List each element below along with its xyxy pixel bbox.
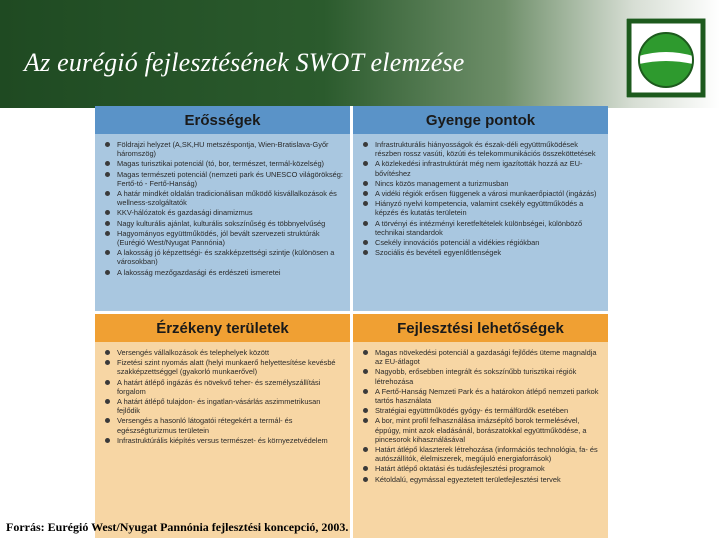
list-item-text: Versengés a hasonló látogatói rétegekért a termál- és egészségturizmus területein bbox=[117, 416, 293, 435]
list-item bbox=[103, 436, 344, 445]
bullet-icon bbox=[363, 142, 368, 147]
list-item bbox=[361, 445, 602, 463]
list-item-text: Nincs közös management a turizmusban bbox=[375, 178, 509, 188]
list-item bbox=[361, 179, 602, 188]
opportunities-list bbox=[361, 348, 602, 484]
list-item-text: A bor, mint profil felhasználása imázsépítő borok termelésével, éppúgy, mint azok eladásánál, borászatokkal együttműködése, a pincesorok kihasználásával bbox=[375, 416, 587, 444]
list-item-text: A határ mindkét oldalán tradicionálisan működő kisvállalkozások és wellness-szolgáltatók bbox=[117, 189, 337, 208]
strengths-body bbox=[95, 134, 350, 311]
bullet-icon bbox=[105, 438, 110, 443]
bullet-icon bbox=[105, 231, 110, 236]
bullet-icon bbox=[363, 389, 368, 394]
list-item-text: A határt átlépő ingázás és növekvő teher- és személyszállítási forgalom bbox=[117, 377, 321, 396]
list-item bbox=[361, 387, 602, 405]
list-item-text: Határt átlépő klaszterek létrehozása (információs technológia, fa- és autószállítók, élelmiszerek, megújuló energiaforrások) bbox=[375, 445, 598, 464]
bullet-icon bbox=[105, 350, 110, 355]
list-item-text: Versengés vállalkozások és telephelyek között bbox=[117, 348, 270, 357]
list-item bbox=[361, 248, 602, 257]
list-item bbox=[361, 464, 602, 473]
list-item bbox=[361, 367, 602, 385]
opportunities-body bbox=[353, 342, 608, 538]
list-item bbox=[361, 199, 602, 217]
list-item bbox=[103, 219, 344, 228]
list-item bbox=[103, 170, 344, 188]
list-item-text: A vidéki régiók erősen függenek a városi munkaerőpiactól (ingázás) bbox=[375, 189, 597, 199]
bullet-icon bbox=[105, 380, 110, 385]
list-item bbox=[361, 189, 602, 198]
list-item bbox=[361, 159, 602, 177]
list-item bbox=[361, 140, 602, 158]
list-item bbox=[361, 416, 602, 444]
threats-quadrant bbox=[95, 314, 350, 538]
list-item-text: A közlekedési infrastruktúrát még nem igazították hozzá az EU-bővítéshez bbox=[375, 159, 583, 178]
list-item-text: A lakosság jó képzettségi- és szakképzettségi szintje (különösen a városokban) bbox=[117, 248, 335, 267]
list-item-text: Csekély innovációs potenciál a vidékies régiókban bbox=[375, 238, 540, 248]
weaknesses-body bbox=[353, 134, 608, 311]
list-item bbox=[103, 159, 344, 168]
weaknesses-heading: Gyenge pontok bbox=[353, 106, 608, 134]
list-item bbox=[103, 248, 344, 266]
swot-matrix bbox=[95, 106, 608, 536]
bullet-icon bbox=[363, 250, 368, 255]
list-item bbox=[103, 348, 344, 357]
bullet-icon bbox=[363, 369, 368, 374]
list-item-text: Stratégiai együttműködés gyógy- és termálfürdők esetében bbox=[375, 406, 569, 416]
bullet-icon bbox=[363, 408, 368, 413]
list-item bbox=[361, 348, 602, 366]
list-item-text: Szociális és bevételi egyenlőtlenségek bbox=[375, 248, 502, 258]
strengths-quadrant bbox=[95, 106, 350, 311]
bullet-icon bbox=[105, 399, 110, 404]
list-item bbox=[103, 140, 344, 158]
bullet-icon bbox=[105, 210, 110, 215]
strengths-list bbox=[103, 140, 344, 277]
bullet-icon bbox=[363, 181, 368, 186]
bullet-icon bbox=[105, 221, 110, 226]
list-item bbox=[103, 378, 344, 396]
list-item-text: Magas növekedési potenciál a gazdasági fejlődés üteme magnaldja az EU-átlagot bbox=[375, 348, 597, 367]
slide-title: Az eurégió fejlesztésének SWOT elemzése bbox=[24, 48, 465, 77]
bullet-icon bbox=[363, 447, 368, 452]
list-item-text: Határt átlépő oktatási és tudásfejlesztési programok bbox=[375, 464, 545, 474]
list-item bbox=[103, 358, 344, 376]
list-item-text: KKV-hálózatok és gazdasági dinamizmus bbox=[117, 208, 253, 218]
bullet-icon bbox=[363, 240, 368, 245]
green-circle-logo-icon bbox=[626, 18, 706, 98]
list-item bbox=[103, 208, 344, 217]
bullet-icon bbox=[363, 477, 368, 482]
list-item bbox=[361, 475, 602, 484]
bullet-icon bbox=[363, 191, 368, 196]
list-item-text: Fizetési szint nyomás alatt (helyi munkaerő helyettesítése kevésbé szakképzettséggel (gyakorló munkaerővel) bbox=[117, 358, 336, 377]
list-item bbox=[103, 416, 344, 434]
list-item bbox=[103, 189, 344, 207]
bullet-icon bbox=[363, 466, 368, 471]
bullet-icon bbox=[363, 221, 368, 226]
weaknesses-quadrant bbox=[353, 106, 608, 311]
list-item-text: Földrajzi helyzet (A,SK,HU metszéspontja, Wien-Bratislava-Győr háromszög) bbox=[117, 140, 329, 159]
bullet-icon bbox=[105, 191, 110, 196]
list-item-text: Magas természeti potenciál (nemzeti park és UNESCO világörökség: Fertő-tó - Fertő-Hanság) bbox=[117, 169, 343, 188]
threats-heading: Érzékeny területek bbox=[95, 314, 350, 342]
bullet-icon bbox=[105, 418, 110, 423]
list-item-text: A törvényi és intézményi keretfeltételek különbségei, különböző technikai standardok bbox=[375, 218, 583, 237]
list-item bbox=[103, 397, 344, 415]
weaknesses-list bbox=[361, 140, 602, 257]
bullet-icon bbox=[105, 142, 110, 147]
list-item-text: Hiányzó nyelvi kompetencia, valamint csekély együttműködés a képzés és kutatás területein bbox=[375, 199, 584, 218]
bullet-icon bbox=[363, 418, 368, 423]
bullet-icon bbox=[105, 161, 110, 166]
bullet-icon bbox=[105, 250, 110, 255]
list-item-text: Kétoldalú, egymással egyeztetett területfejlesztési tervek bbox=[375, 474, 561, 484]
threats-list bbox=[103, 348, 344, 445]
list-item-text: A határt átlépő tulajdon- és ingatlan-vásárlás aszimmetrikusan fejlődik bbox=[117, 397, 321, 416]
list-item bbox=[103, 229, 344, 247]
list-item bbox=[361, 219, 602, 237]
list-item bbox=[361, 406, 602, 415]
list-item-text: Nagy kulturális ajánlat, kulturális sokszínűség és többnyelvűség bbox=[117, 218, 326, 228]
list-item bbox=[361, 238, 602, 247]
list-item-text: Magas turisztikai potenciál (tó, bor, természet, termál-közelség) bbox=[117, 159, 325, 169]
opportunities-quadrant bbox=[353, 314, 608, 538]
bullet-icon bbox=[105, 360, 110, 365]
list-item-text: A lakosság mezőgazdasági és erdészeti ismeretei bbox=[117, 267, 281, 277]
bullet-icon bbox=[105, 172, 110, 177]
list-item-text: Infrastrukturális hiányosságok és észak-déli együttműködések részben rossz vasúti, közúti és telekommunikációs összeköttetések bbox=[375, 140, 596, 159]
bullet-icon bbox=[363, 201, 368, 206]
list-item-text: Hagyományos együttműködés, jól bevált szervezeti struktúrák (Eurégió West/Nyugat Pannónia) bbox=[117, 228, 320, 248]
source-note: Forrás: Eurégió West/Nyugat Pannónia fejlesztési koncepció, 2003. bbox=[6, 520, 349, 534]
list-item-text: A Fertő-Hanság Nemzeti Park és a határokon átlépő nemzeti parkok tartós használata bbox=[375, 386, 599, 406]
bullet-icon bbox=[363, 161, 368, 166]
list-item-text: Nagyobb, erősebben integrált és sokszínűbb turisztikai régiók létrehozása bbox=[375, 367, 577, 386]
bullet-icon bbox=[105, 270, 110, 275]
strengths-heading: Erősségek bbox=[95, 106, 350, 134]
list-item-text: Infrastruktúrális kiépítés versus természet- és környezetvédelem bbox=[117, 435, 328, 445]
opportunities-heading: Fejlesztési lehetőségek bbox=[353, 314, 608, 342]
list-item bbox=[103, 268, 344, 277]
bullet-icon bbox=[363, 350, 368, 355]
threats-body bbox=[95, 342, 350, 538]
